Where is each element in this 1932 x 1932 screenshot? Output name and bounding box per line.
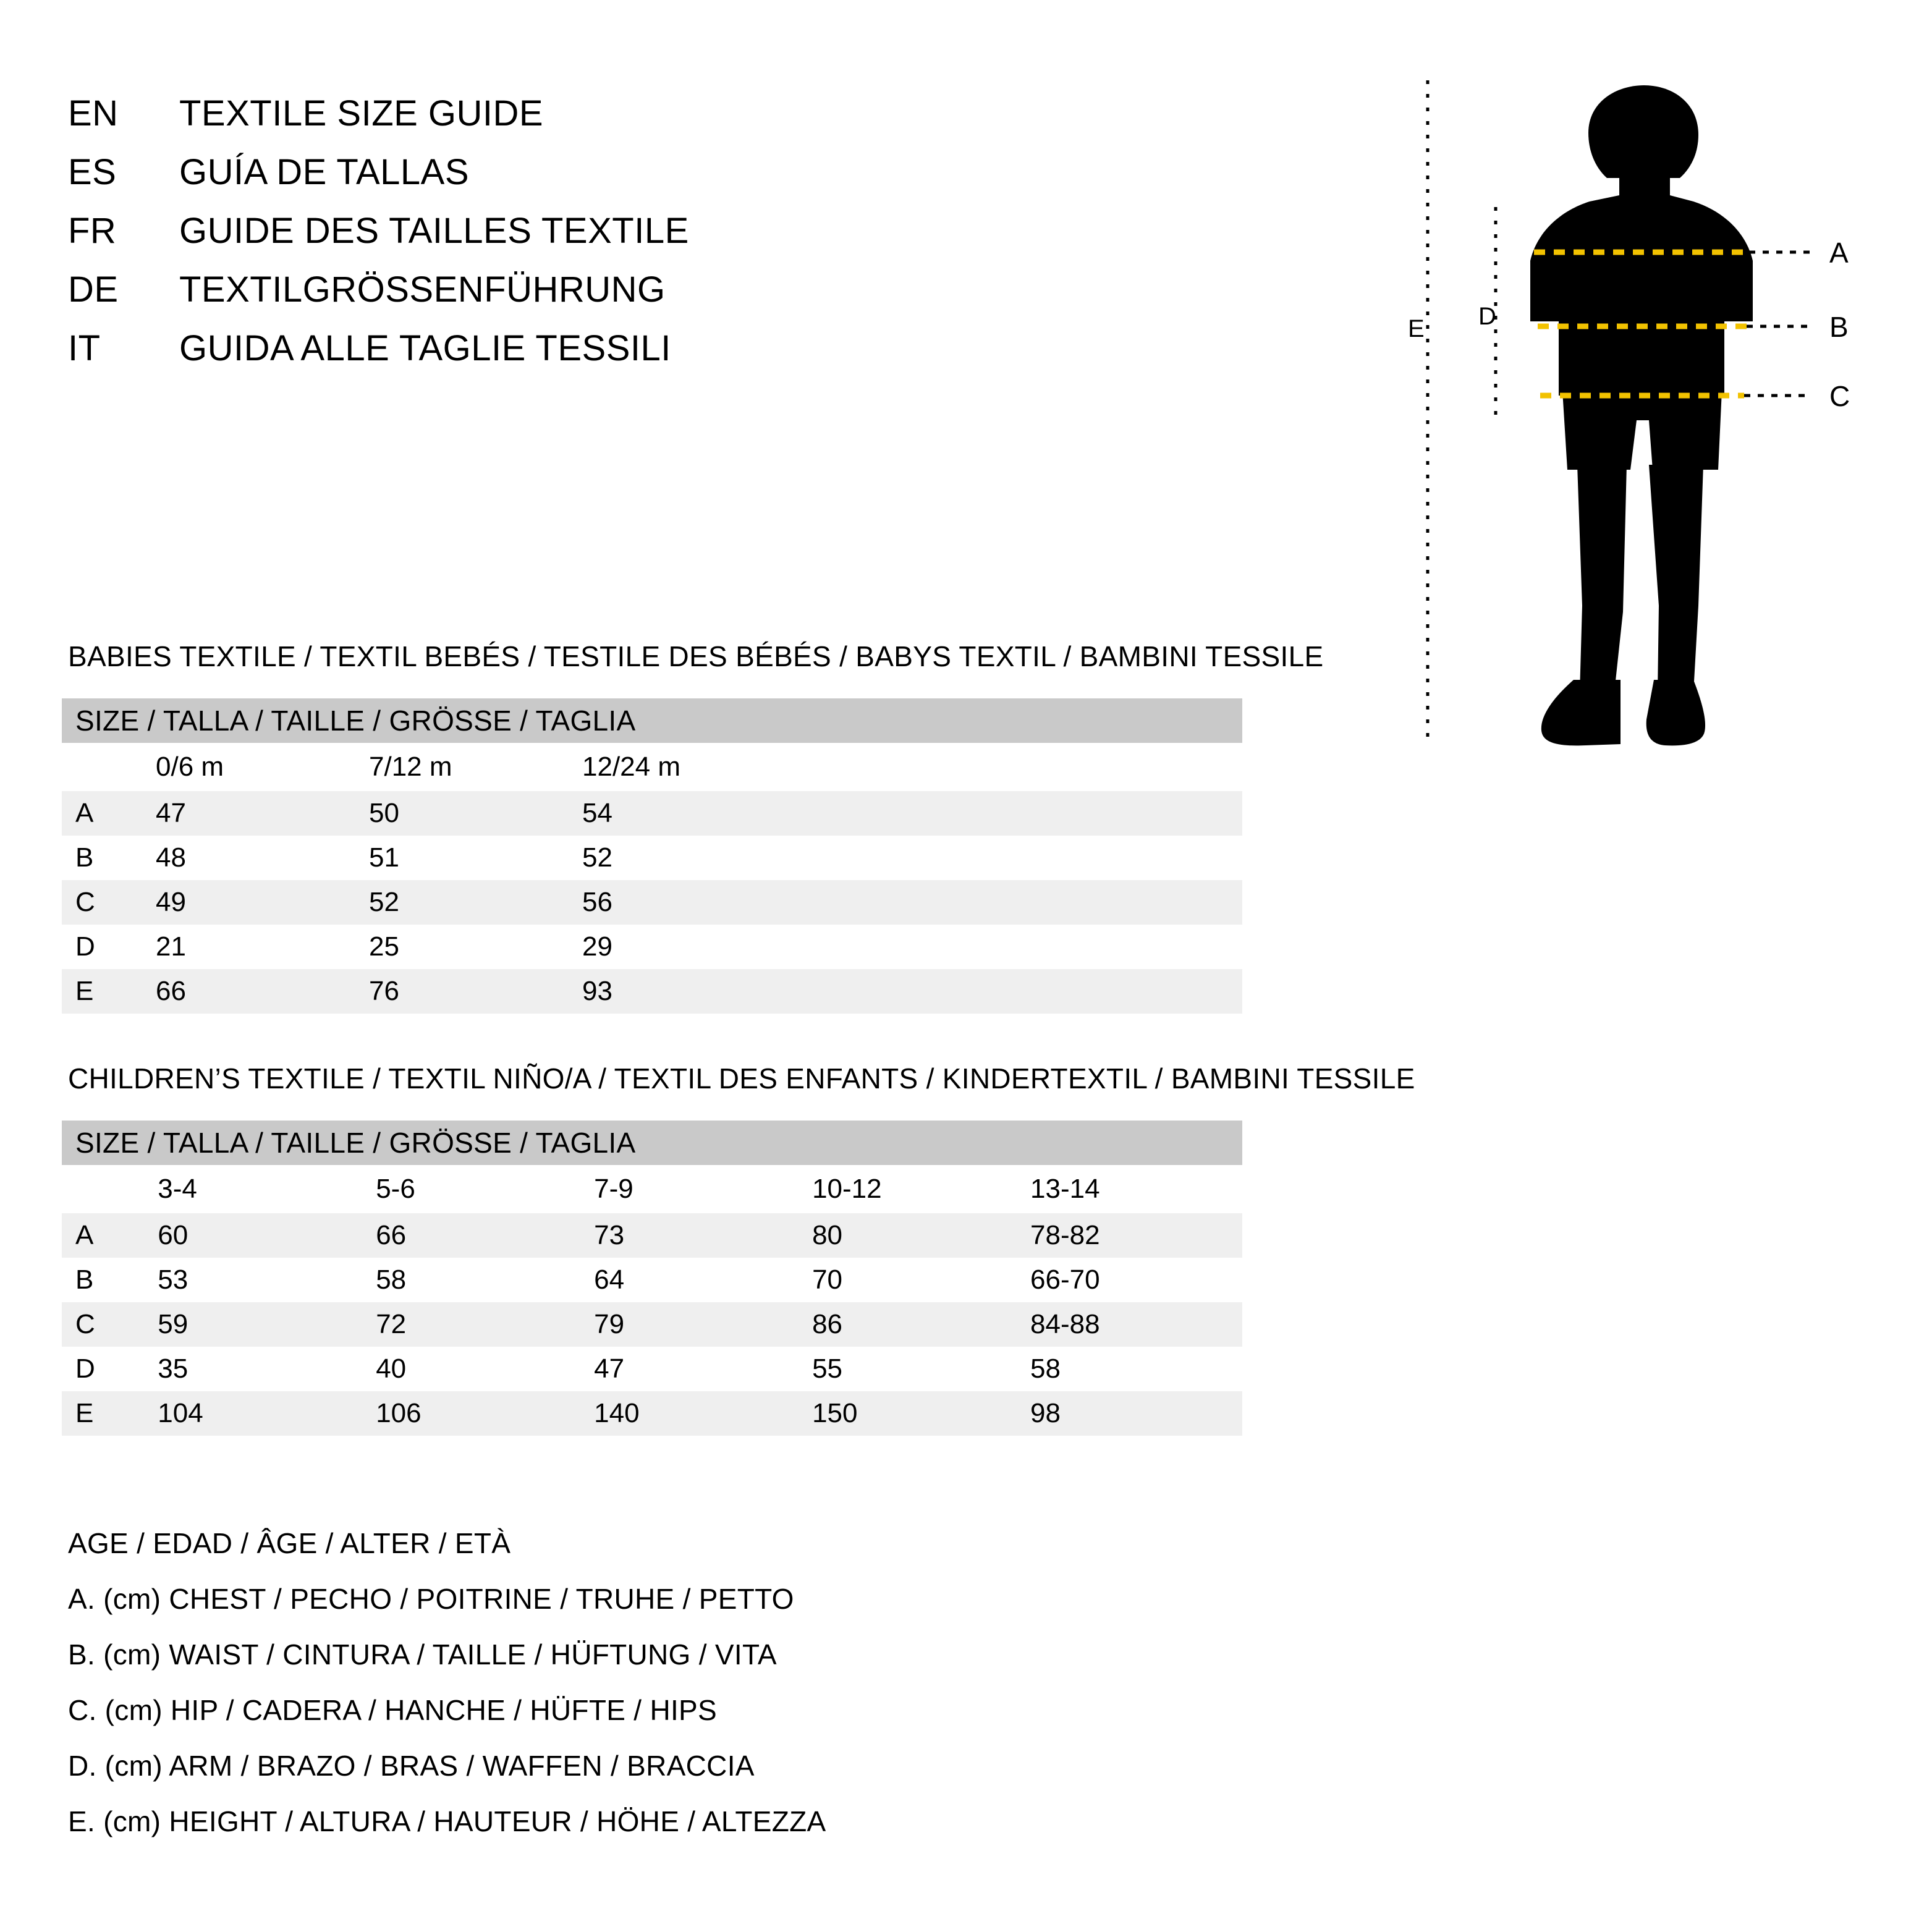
legend-waist: B. (cm) WAIST / CINTURA / TAILLE / HÜFTUNG / VITA <box>68 1638 777 1671</box>
children-cell: 150 <box>806 1391 1024 1436</box>
babies-table-band <box>62 698 1242 743</box>
children-cell: 53 <box>158 1265 189 1295</box>
silhouette-torso <box>1530 173 1753 396</box>
babies-cell: 54 <box>576 791 789 836</box>
measurement-figure <box>1403 74 1879 779</box>
babies-cell: 47 <box>150 791 363 836</box>
legend-arm: D. (cm) ARM / BRAZO / BRAS / WAFFEN / BRACCIA <box>68 1750 755 1782</box>
table-row <box>62 1391 1242 1436</box>
children-row-label: C <box>62 1302 151 1347</box>
label-e: E <box>1408 315 1425 342</box>
children-col-2: 7-9 <box>588 1165 806 1213</box>
children-row-label: B <box>75 1265 94 1295</box>
babies-row-label: C <box>62 880 150 925</box>
children-row-label: A <box>62 1213 151 1258</box>
children-table-band <box>62 1121 1242 1165</box>
measurement-legend <box>68 1527 1551 1860</box>
children-cell: 98 <box>1024 1391 1242 1436</box>
legend-hip: C. (cm) HIP / CADERA / HANCHE / HÜFTE / HIPS <box>68 1694 718 1726</box>
legend-age: AGE / EDAD / ÂGE / ALTER / ETÀ <box>68 1527 511 1559</box>
children-cell: 59 <box>151 1302 370 1347</box>
silhouette-leg-left <box>1577 465 1627 692</box>
children-cell: 106 <box>370 1391 588 1436</box>
children-cell: 64 <box>594 1265 625 1295</box>
children-cell: 78-82 <box>1024 1213 1242 1258</box>
babies-cell: 25 <box>369 931 399 962</box>
language-title: GUÍA DE TALLAS <box>179 152 470 192</box>
children-cell: 35 <box>158 1354 189 1384</box>
children-cell: 84-88 <box>1024 1302 1242 1347</box>
table-row <box>62 1347 1242 1391</box>
babies-cell: 21 <box>156 931 186 962</box>
babies-cell: 76 <box>363 969 576 1014</box>
children-cell: 66-70 <box>1030 1265 1100 1295</box>
table-row <box>62 836 1242 880</box>
children-col-4: 13-14 <box>1024 1165 1242 1213</box>
children-cell: 80 <box>806 1213 1024 1258</box>
children-cell: 40 <box>376 1354 407 1384</box>
silhouette-leg-right <box>1649 465 1703 692</box>
children-cell: 58 <box>376 1265 407 1295</box>
children-cell: 86 <box>806 1302 1024 1347</box>
babies-cell: 50 <box>363 791 576 836</box>
children-cell: 79 <box>588 1302 806 1347</box>
babies-row-label: D <box>75 931 95 962</box>
babies-column-headers <box>62 743 1242 791</box>
language-code: IT <box>68 328 101 368</box>
children-cell: 47 <box>594 1354 625 1384</box>
language-title-list <box>68 93 933 386</box>
babies-cell: 56 <box>576 880 789 925</box>
children-row-label: E <box>62 1391 151 1436</box>
table-row <box>62 880 1242 925</box>
silhouette-shorts <box>1562 391 1722 470</box>
table-row <box>62 969 1242 1014</box>
children-column-headers <box>62 1165 1242 1213</box>
babies-cell: 93 <box>576 969 789 1014</box>
legend-chest: A. (cm) CHEST / PECHO / POITRINE / TRUHE / PETTO <box>68 1583 794 1615</box>
language-title: TEXTILE SIZE GUIDE <box>179 93 544 133</box>
babies-cell: 29 <box>582 931 612 962</box>
language-row <box>68 93 933 134</box>
language-title: TEXTILGRÖSSENFÜHRUNG <box>179 269 666 310</box>
babies-cell: 52 <box>363 880 576 925</box>
children-col-1: 5-6 <box>370 1165 588 1213</box>
babies-cell: 66 <box>150 969 363 1014</box>
babies-row-label: E <box>62 969 150 1014</box>
language-row <box>68 210 933 252</box>
children-cell: 72 <box>370 1302 588 1347</box>
silhouette-head <box>1588 85 1698 178</box>
children-size-table <box>62 1121 1242 1436</box>
babies-section-title: BABIES TEXTILE / TEXTIL BEBÉS / TESTILE DES BÉBÉS / BABYS TEXTIL / BAMBINI TESSILE <box>68 640 1324 672</box>
children-cell: 104 <box>151 1391 370 1436</box>
children-section-title: CHILDREN’S TEXTILE / TEXTIL NIÑO/A / TEXTIL DES ENFANTS / KINDERTEXTIL / BAMBINI TESSILE <box>68 1062 1415 1095</box>
babies-cell: 48 <box>156 842 186 873</box>
children-cell: 55 <box>812 1354 843 1384</box>
children-cell: 73 <box>588 1213 806 1258</box>
table-row <box>62 1258 1242 1302</box>
babies-row-label: A <box>62 791 150 836</box>
children-cell: 58 <box>1030 1354 1061 1384</box>
language-code: EN <box>68 93 119 133</box>
babies-cell: 52 <box>582 842 612 873</box>
babies-col-2: 12/24 m <box>576 743 789 791</box>
children-col-3: 10-12 <box>806 1165 1024 1213</box>
silhouette-shoe-left <box>1541 680 1621 745</box>
table-row <box>62 1302 1242 1347</box>
language-code: ES <box>68 152 117 192</box>
babies-band-label: SIZE / TALLA / TAILLE / GRÖSSE / TAGLIA <box>62 698 1242 743</box>
table-row <box>62 791 1242 836</box>
children-cell: 60 <box>151 1213 370 1258</box>
silhouette-shoe-right <box>1646 680 1705 745</box>
language-row <box>68 269 933 310</box>
label-d: D <box>1478 303 1496 330</box>
label-b: B <box>1829 311 1849 343</box>
babies-cell: 51 <box>369 842 399 873</box>
table-row <box>62 925 1242 969</box>
babies-cell: 49 <box>150 880 363 925</box>
language-row <box>68 328 933 369</box>
children-cell: 140 <box>588 1391 806 1436</box>
language-title: GUIDA ALLE TAGLIE TESSILI <box>179 328 671 368</box>
language-title: GUIDE DES TAILLES TEXTILE <box>179 211 689 251</box>
children-band-label: SIZE / TALLA / TAILLE / GRÖSSE / TAGLIA <box>62 1121 1242 1165</box>
babies-col-1: 7/12 m <box>363 743 576 791</box>
children-cell: 66 <box>370 1213 588 1258</box>
legend-height: E. (cm) HEIGHT / ALTURA / HAUTEUR / HÖHE / ALTEZZA <box>68 1805 826 1837</box>
children-col-0: 3-4 <box>151 1165 370 1213</box>
table-row <box>62 1213 1242 1258</box>
language-code: FR <box>68 211 117 251</box>
babies-col-0: 0/6 m <box>150 743 363 791</box>
label-c: C <box>1829 380 1850 412</box>
language-row <box>68 151 933 193</box>
label-a: A <box>1829 237 1849 269</box>
babies-size-table <box>62 698 1242 1014</box>
babies-row-label: B <box>75 842 94 873</box>
language-code: DE <box>68 269 119 310</box>
children-row-label: D <box>75 1354 95 1384</box>
children-cell: 70 <box>812 1265 843 1295</box>
